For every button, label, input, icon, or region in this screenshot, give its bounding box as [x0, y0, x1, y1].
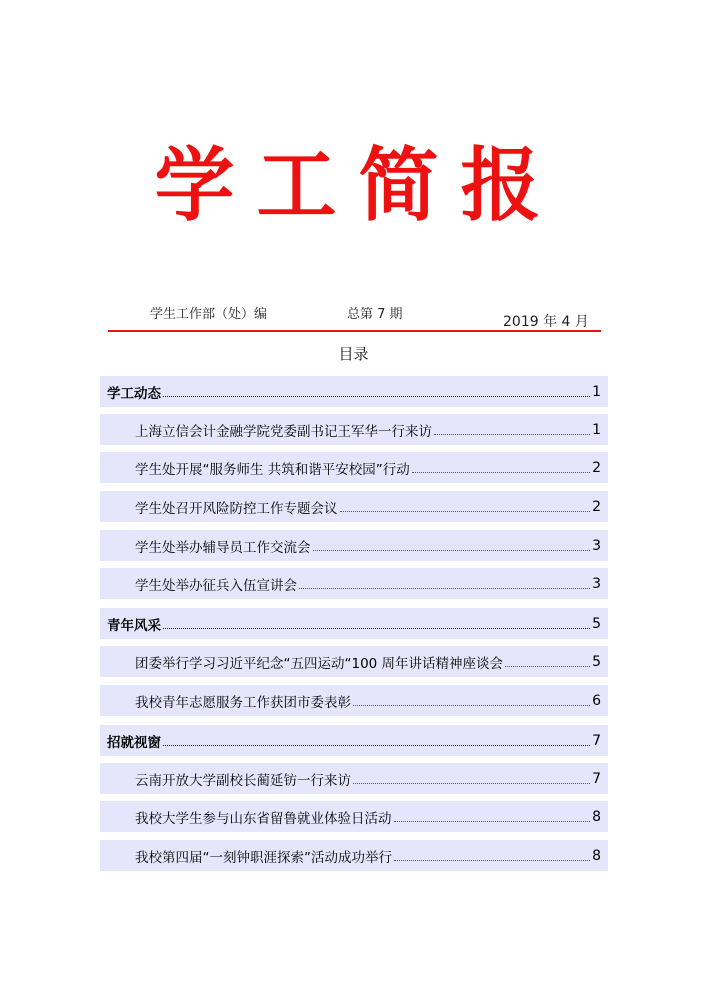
toc-entry-label: 我校第四届“一刻钟职涯探索”活动成功举行 [135, 849, 392, 866]
toc-section-label: 招就视窗 [107, 734, 161, 751]
toc-leader [394, 821, 591, 822]
toc-title: 目录 [338, 345, 369, 363]
toc-entry[interactable] [100, 840, 608, 871]
toc-page-number: 3 [592, 575, 601, 592]
toc-entry-label: 学生处开展“服务师生 共筑和谐平安校园”行动 [135, 461, 410, 478]
toc-page-number: 1 [592, 383, 601, 400]
masthead-title: 学工简报 [154, 139, 563, 232]
toc-section-zhaojiu[interactable] [100, 725, 608, 756]
toc-page-number: 1 [592, 421, 601, 438]
toc-leader [353, 705, 590, 706]
toc-leader [340, 511, 591, 512]
toc-leader [434, 434, 590, 435]
toc-section-xuegong[interactable] [100, 376, 608, 407]
toc-leader [163, 628, 590, 629]
toc-leader [299, 588, 590, 589]
toc-entry[interactable] [100, 646, 608, 677]
toc-page-number: 7 [592, 732, 601, 749]
toc-leader [505, 666, 590, 667]
toc-entry-label: 学生处举办辅导员工作交流会 [135, 539, 311, 556]
toc-page-number: 8 [592, 847, 601, 864]
header-divider [108, 330, 601, 332]
toc-page-number: 2 [592, 498, 601, 515]
toc-leader [163, 396, 590, 397]
toc-leader [353, 783, 590, 784]
toc-entry-label: 学生处举办征兵入伍宣讲会 [135, 577, 297, 594]
toc-page-number: 8 [592, 808, 601, 825]
toc-entry-label: 我校大学生参与山东省留鲁就业体验日活动 [135, 810, 392, 827]
toc-entry[interactable] [100, 530, 608, 561]
toc-entry-label: 上海立信会计金融学院党委副书记王军华一行来访 [135, 423, 432, 440]
toc-page-number: 7 [592, 770, 601, 787]
issue-number: 总第 7 期 [347, 307, 403, 322]
toc-entry[interactable] [100, 685, 608, 716]
toc-entry-label: 云南开放大学副校长蔺延钫一行来访 [135, 772, 351, 789]
toc-entry[interactable] [100, 414, 608, 445]
toc-entry[interactable] [100, 568, 608, 599]
toc-section-label: 青年风采 [107, 617, 161, 634]
toc-entry-label: 学生处召开风险防控工作专题会议 [135, 500, 338, 517]
editor-label: 学生工作部（处）编 [150, 307, 268, 322]
toc-page-number: 3 [592, 537, 601, 554]
toc-entry[interactable] [100, 452, 608, 483]
toc-leader [313, 550, 591, 551]
issue-date: 2019 年 4 月 [503, 314, 589, 330]
toc-leader [163, 745, 590, 746]
toc-entry-label: 团委举行学习习近平纪念“五四运动“100 周年讲话精神座谈会 [135, 655, 504, 672]
toc-section-label: 学工动态 [107, 385, 161, 402]
toc-page-number: 6 [592, 692, 601, 709]
toc-entry-label: 我校青年志愿服务工作获团市委表彰 [135, 694, 351, 711]
toc-leader [412, 472, 590, 473]
toc-section-qingnian[interactable] [100, 608, 608, 639]
toc-entry[interactable] [100, 491, 608, 522]
toc-page-number: 5 [592, 615, 601, 632]
toc-entry[interactable] [100, 801, 608, 832]
toc-page-number: 5 [592, 653, 601, 670]
toc-page-number: 2 [592, 459, 601, 476]
toc-entry[interactable] [100, 763, 608, 794]
toc-leader [394, 860, 590, 861]
